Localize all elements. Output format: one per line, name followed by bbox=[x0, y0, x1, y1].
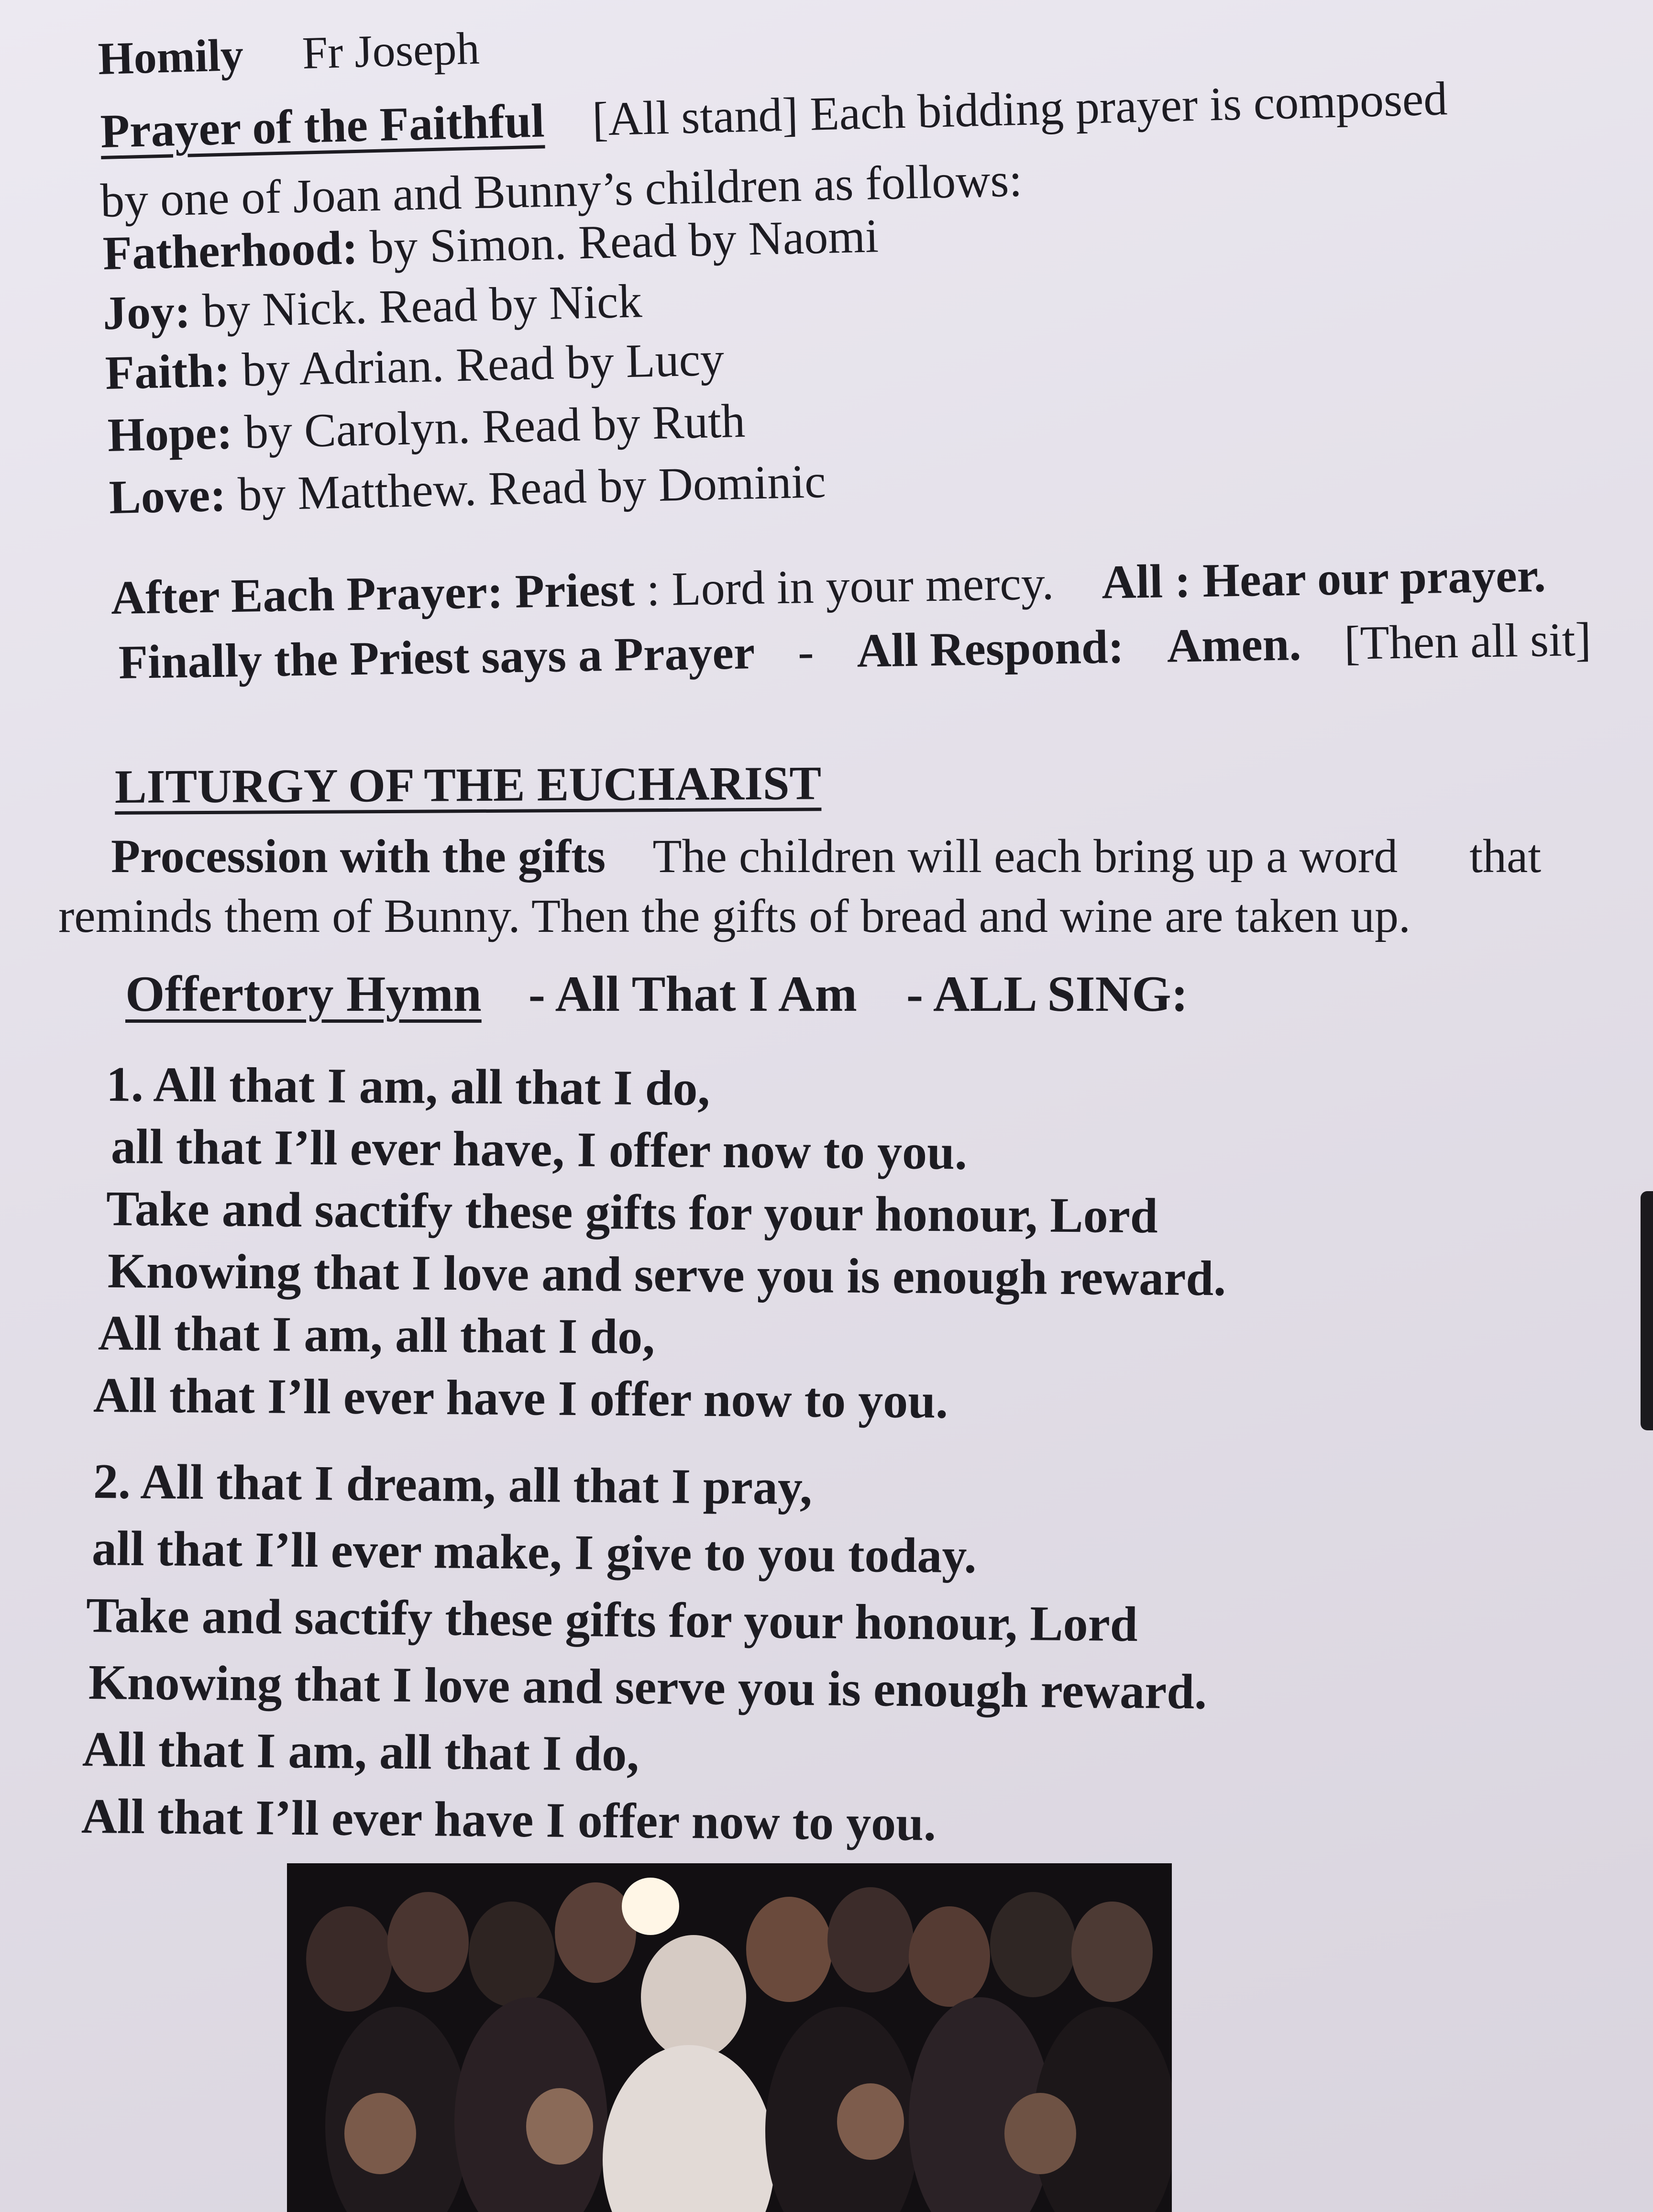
hymn-line: all that I’ll ever make, I give to you today. bbox=[91, 1521, 977, 1584]
prayer-faithful-line bbox=[99, 72, 1448, 158]
procession-text-1: The children will each bring up a word bbox=[652, 830, 1398, 883]
hymn-line: all that I’ll ever have, I offer now to you. bbox=[110, 1119, 968, 1180]
prayer-theme: Love: bbox=[108, 468, 227, 524]
hymn-line: All that I am, all that I do, bbox=[98, 1305, 655, 1365]
hymn-line: Take and sactify these gifts for your honour, Lord bbox=[86, 1588, 1138, 1652]
hymn-label: Offertory Hymn bbox=[125, 966, 482, 1022]
response-dash: - bbox=[797, 625, 815, 678]
prayer-faithful-instruction-2: by one of Joan and Bunny’s children as follows: bbox=[99, 153, 1023, 227]
hymn-line: Take and sactify these gifts for your honour, Lord bbox=[106, 1181, 1158, 1244]
hymn-title: - All That I Am bbox=[528, 966, 857, 1022]
prayer-theme: Faith: bbox=[104, 343, 231, 399]
response-priest-text: : Lord in your mercy. bbox=[634, 556, 1055, 616]
prayer-detail: by Adrian. Read by Lucy bbox=[229, 332, 725, 397]
procession-text-2: that bbox=[1469, 830, 1542, 883]
prayer-detail: by Simon. Read by Naomi bbox=[357, 209, 879, 274]
prayer-item bbox=[107, 394, 746, 462]
prayer-detail: by Nick. Read by Nick bbox=[189, 274, 643, 338]
response-sit: [Then all sit] bbox=[1344, 612, 1592, 670]
hymn-line: Knowing that I love and serve you is enough reward. bbox=[88, 1655, 1207, 1720]
hymn-line: All that I’ll ever have I offer now to you. bbox=[93, 1368, 948, 1429]
hymn-line: 1. All that I am, all that I do, bbox=[106, 1057, 710, 1116]
page-edge-shadow bbox=[1641, 1191, 1653, 1430]
hymn-line: All that I’ll ever have I offer now to you. bbox=[81, 1789, 937, 1851]
hymn-heading-line bbox=[125, 966, 1188, 1022]
homily-label: Homily bbox=[97, 29, 244, 84]
hymn-instruction: - ALL SING: bbox=[906, 966, 1188, 1022]
response-amen: Amen. bbox=[1166, 617, 1302, 673]
prayer-item bbox=[104, 332, 725, 399]
response-line-1 bbox=[110, 548, 1546, 624]
prayer-item bbox=[108, 454, 826, 524]
response-all-text: All : Hear our prayer. bbox=[1101, 548, 1546, 609]
prayer-detail: by Matthew. Read by Dominic bbox=[225, 454, 826, 521]
homily-line bbox=[97, 22, 480, 84]
prayer-faithful-heading: Prayer of the Faithful bbox=[99, 94, 545, 158]
homily-celebrant: Fr Joseph bbox=[301, 22, 480, 79]
response-respond: All Respond: bbox=[856, 619, 1124, 677]
hymn-line: Knowing that I love and serve you is enough reward. bbox=[107, 1243, 1226, 1306]
prayer-faithful-instruction-1: [All stand] Each bidding prayer is composed bbox=[591, 72, 1448, 146]
eucharist-heading: LITURGY OF THE EUCHARIST bbox=[114, 756, 822, 813]
prayer-theme: Fatherhood: bbox=[102, 221, 359, 280]
procession-label: Procession with the gifts bbox=[111, 830, 606, 883]
prayer-theme: Hope: bbox=[107, 406, 233, 462]
prayer-theme: Joy: bbox=[102, 284, 191, 340]
response-line-2 bbox=[118, 612, 1592, 689]
prayer-item bbox=[102, 274, 643, 340]
procession-text-3: reminds them of Bunny. Then the gifts of bread and wine are taken up. bbox=[58, 889, 1411, 942]
hymn-line: All that I am, all that I do, bbox=[82, 1722, 639, 1782]
hymn-line: 2. All that I dream, all that I pray, bbox=[93, 1454, 813, 1515]
group-photo bbox=[287, 1863, 1172, 2212]
response-lead: After Each Prayer: Priest bbox=[110, 563, 635, 624]
procession-line bbox=[111, 830, 1542, 883]
response-final-lead: Finally the Priest says a Prayer bbox=[118, 626, 755, 689]
prayer-detail: by Carolyn. Read by Ruth bbox=[231, 394, 746, 459]
